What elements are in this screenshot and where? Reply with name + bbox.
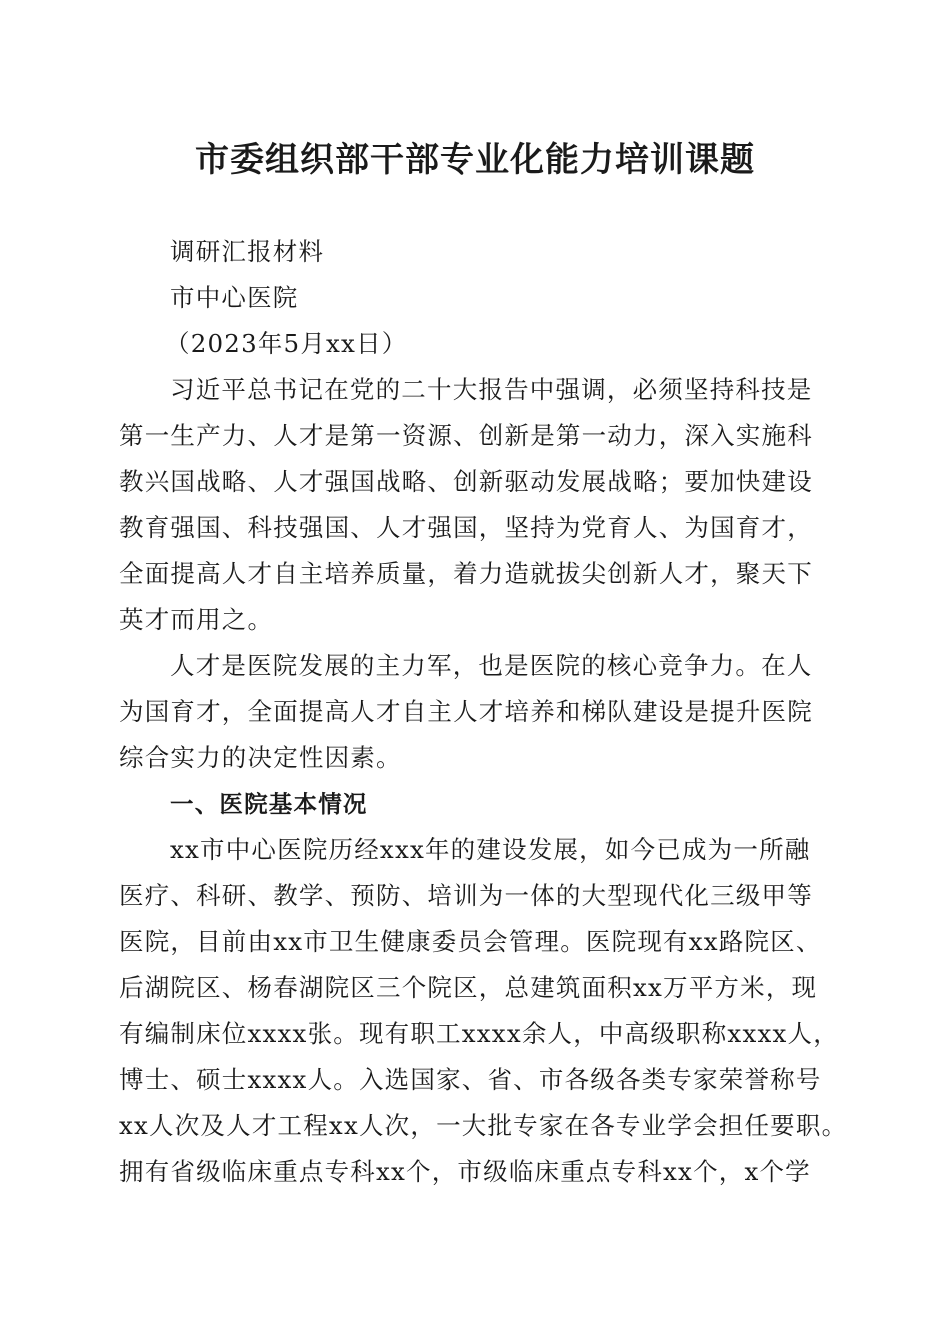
paragraph-2 (119, 643, 831, 781)
paragraph-line: xx人次及人才工程xx人次，一大批专家在各专业学会担任要职。 (119, 1111, 848, 1140)
paragraph-line: 为国育才，全面提高人才自主人才培养和梯队建设是提升医院 (119, 697, 813, 726)
paragraph-line: 人才是医院发展的主力军，也是医院的核心竞争力。在人 (170, 651, 813, 680)
paragraph-line: 医院，目前由xx市卫生健康委员会管理。医院现有xx路院区、 (119, 927, 822, 956)
paragraph-line: 教兴国战略、人才强国战略、创新驱动发展战略；要加快建设 (119, 467, 813, 496)
paragraph-line: xx市中心医院历经xxx年的建设发展，如今已成为一所融 (170, 835, 811, 864)
paragraph-line: 博士、硕士xxxx人。入选国家、省、市各级各类专家荣誉称号 (119, 1065, 822, 1094)
paragraph-line: 综合实力的决定性因素。 (119, 743, 402, 772)
paragraph-line: 后湖院区、杨春湖院区三个院区，总建筑面积xx万平方米，现 (119, 973, 818, 1002)
meta-unit: 市中心医院 (170, 283, 299, 312)
paragraph-line: 有编制床位xxxx张。现有职工xxxx余人，中高级职称xxxx人， (119, 1019, 839, 1048)
section-paragraph (119, 827, 848, 1195)
paragraph-line: 习近平总书记在党的二十大报告中强调，必须坚持科技是 (170, 375, 813, 404)
paragraph-line: 第一生产力、人才是第一资源、创新是第一动力，深入实施科 (119, 421, 813, 450)
paragraph-line: 教育强国、科技强国、人才强国，坚持为党育人、为国育才， (119, 513, 813, 542)
document-title: 市委组织部干部专业化能力培训课题 (195, 140, 755, 180)
meta-type: 调研汇报材料 (170, 237, 325, 266)
document-body (119, 229, 848, 1195)
section-heading: 一、医院基本情况 (170, 790, 368, 818)
paragraph-line: 拥有省级临床重点专科xx个，市级临床重点专科xx个，x个学 (119, 1157, 811, 1186)
paragraph-1 (119, 367, 831, 643)
meta-date: （2023年5月xx日） (165, 329, 408, 358)
paragraph-line: 英才而用之。 (119, 605, 274, 634)
paragraph-line: 全面提高人才自主培养质量，着力造就拔尖创新人才，聚天下 (119, 559, 813, 588)
paragraph-line: 医疗、科研、教学、预防、培训为一体的大型现代化三级甲等 (119, 881, 813, 910)
